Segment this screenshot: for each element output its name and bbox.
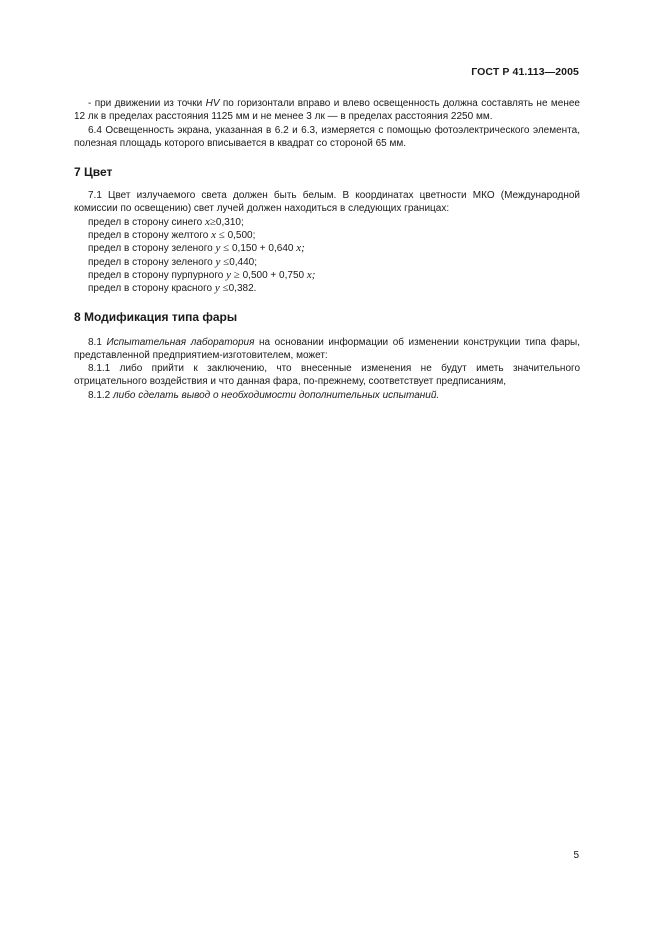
limit-var: y [215, 255, 221, 268]
paragraph-8-1 [74, 336, 580, 363]
p81-number: 8.1 [88, 336, 107, 348]
document-body [74, 97, 580, 402]
limit-value: 0,382. [228, 283, 257, 295]
limit-var: y [215, 242, 221, 255]
limit-rel: ≥ [209, 215, 216, 228]
p1-hv-point: HV [205, 98, 220, 109]
limit-var: x [211, 229, 216, 242]
limit-green-1 [74, 242, 580, 255]
limit-value: 0,150 + 0,640 [232, 243, 297, 255]
limit-label: предел в сторону зеленого [88, 256, 216, 268]
limit-value: 0,440; [229, 256, 258, 268]
limit-label: предел в сторону синего [88, 216, 205, 228]
limit-var: y [214, 282, 220, 295]
p81-text: на основании информации об изменении конструкции типа фары, представленной предприятием-изготовителем, может: [74, 336, 580, 361]
limit-red [74, 282, 580, 295]
limit-var: x [204, 215, 210, 228]
limit-rel: ≥ [233, 268, 240, 281]
limit-rel: ≤ [218, 229, 225, 242]
limit-blue [74, 216, 580, 229]
p1-text-b: по горизонтали вправо и влево освещенность должна составлять не менее 12 лк в пределах расстояния 1125 мм и не менее 3 лк — в пределах расстояния 2250 мм. [74, 98, 580, 123]
p81-italic: Испытательная лаборатория [106, 336, 255, 348]
paragraph-6-4: 6.4 Освещенность экрана, указанная в 6.2 и 6.3, измеряется с помощью фотоэлектрического элемента, полезная площадь которого вписывается в квадрат со стороной 65 мм. [74, 124, 580, 149]
limit-yellow [74, 229, 580, 242]
limit-value: 0,310; [215, 216, 244, 228]
p812-italic: либо сделать вывод о необходимости дополнительных испытаний. [113, 389, 440, 401]
limit-value: 0,500; [227, 230, 256, 242]
limit-tail: x; [296, 242, 305, 255]
limit-rel: ≤ [222, 282, 229, 295]
section-7-title: 7 Цвет [74, 165, 113, 180]
paragraph-hv-illuminance [74, 97, 580, 124]
paragraph-8-1-2 [74, 389, 580, 402]
limit-label: предел в сторону пурпурного [88, 269, 227, 281]
limit-rel: ≤ [223, 255, 230, 268]
limit-label: предел в сторону красного [88, 283, 215, 295]
limit-label: предел в сторону зеленого [88, 243, 216, 255]
p812-number: 8.1.2 [88, 389, 114, 401]
paragraph-8-1-1: 8.1.1 либо прийти к заключению, что внесенные изменения не будут иметь значительного отрицательного воздействия и что данная фара, по-прежнему, соответствует предписаниям, [74, 363, 580, 388]
limit-var: y [226, 268, 232, 281]
p1-text-a: - при движении из точки [88, 98, 206, 109]
limit-purple [74, 269, 580, 282]
limit-green-2 [74, 256, 580, 269]
limit-tail: x; [306, 268, 316, 281]
document-header: ГОСТ Р 41.113—2005 [471, 66, 579, 78]
section-8-title: 8 Модификация типа фары [74, 309, 238, 324]
paragraph-7-1: 7.1 Цвет излучаемого света должен быть белым. В координатах цветности МКО (Международной комиссии по освещению) свет лучей должен находиться в следующих границах: [74, 190, 580, 215]
limit-rel: ≤ [223, 242, 230, 255]
limit-label: предел в сторону желтого [88, 230, 212, 242]
limit-value: 0,500 + 0,750 [242, 269, 307, 281]
page-number: 5 [573, 850, 579, 861]
